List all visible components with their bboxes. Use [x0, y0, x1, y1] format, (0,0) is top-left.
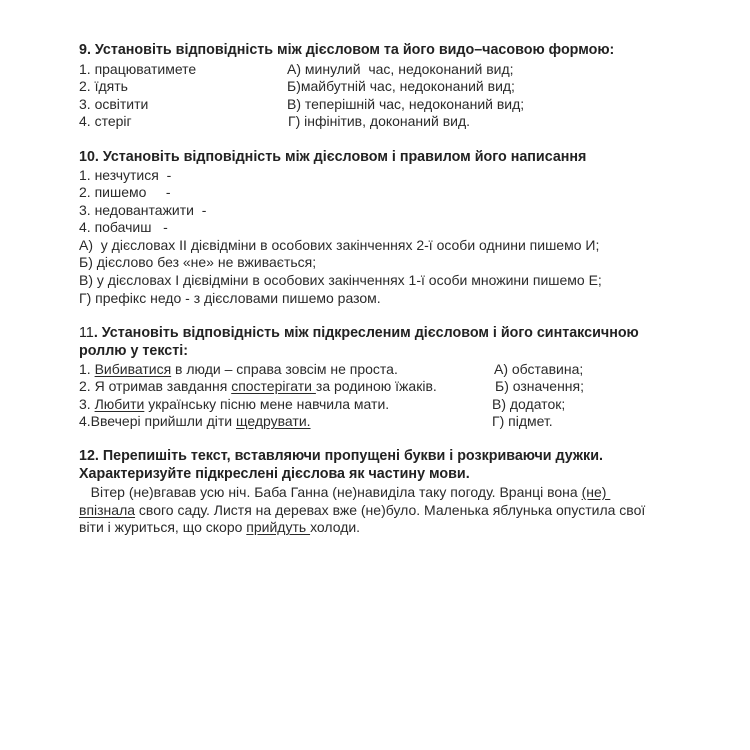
- text: віти і журиться, що скоро: [79, 519, 247, 535]
- q12-text-line: [79, 519, 360, 536]
- q10-title: 10. Установіть відповідність між дієсловом і правилом його написання: [79, 149, 587, 165]
- q9-title: 9. Установіть відповідність між дієсловом та його видо–часовою формою:: [79, 42, 615, 58]
- q10-rule: Г) префікс недо - з дієсловами пишемо разом.: [79, 290, 381, 306]
- q11-item: [79, 413, 311, 430]
- underlined-verb: щедрувати.: [236, 413, 311, 429]
- q11-option: Г) підмет.: [492, 413, 553, 429]
- q11-item: [79, 396, 389, 413]
- q10-item: 3. недовантажити -: [79, 202, 207, 218]
- q11-option: А) обставина;: [494, 361, 584, 377]
- q11-title-text: . Установіть відповідність між підкресленим дієсловом і його синтаксичною: [93, 325, 639, 341]
- text: холоди.: [310, 519, 361, 535]
- q11-option: Б) означення;: [495, 378, 585, 394]
- text: 1.: [79, 361, 95, 377]
- q12-text-line: [79, 484, 610, 501]
- text: Вітер (не)вгавав усю ніч. Баба Ганна (не)навиділа таку погоду. Вранці вона: [79, 484, 582, 500]
- q9-option: А) минулий час, недоконаний вид;: [287, 61, 514, 77]
- text: в люди – справа зовсім не проста.: [171, 361, 398, 377]
- q9-item: 3. освітити: [79, 96, 149, 112]
- q12-title: 12. Перепишіть текст, вставляючи пропущені букви і розкриваючи дужки.: [79, 448, 603, 464]
- q11-title-line2: роллю у тексті:: [79, 343, 188, 359]
- q9-item: 2. їдять: [79, 78, 128, 94]
- text: свого саду. Листя на деревах вже (не)було. Маленька яблунька опустила свої: [135, 502, 646, 518]
- text: 2. Я отримав завдання: [79, 378, 232, 394]
- q10-item: 1. незчутися -: [79, 167, 172, 183]
- underlined-verb: прийдуть: [246, 519, 311, 535]
- q11-option: В) додаток;: [492, 396, 566, 412]
- q9-option: Б)майбутній час, недоконаний вид;: [287, 78, 515, 94]
- underlined-verb: спостерігати: [231, 378, 316, 394]
- underlined-verb: впізнала: [79, 502, 136, 518]
- q10-rule: В) у дієсловах І дієвідміни в особових закінченнях 1-ї особи множини пишемо Е;: [79, 272, 602, 288]
- q11-title: [79, 325, 639, 342]
- q10-item: 2. пишемо -: [79, 184, 171, 200]
- text: за родиною їжаків.: [315, 378, 437, 394]
- underlined-verb: (не): [581, 484, 611, 500]
- q9-option: В) теперішній час, недоконаний вид;: [287, 96, 525, 112]
- q11-number: 11: [79, 325, 94, 341]
- q10-rule: А) у дієсловах ІІ дієвідміни в особових закінченнях 2-ї особи однини пишемо И;: [79, 237, 600, 253]
- underlined-verb: Вибиватися: [94, 361, 172, 377]
- q10-rule: Б) дієслово без «не» не вживається;: [79, 254, 317, 270]
- q9-item: 4. стеріг: [79, 113, 132, 129]
- q9-option: Г) інфінітив, доконаний вид.: [288, 113, 471, 129]
- q12-title-line2: Характеризуйте підкреслені дієслова як частину мови.: [79, 466, 470, 482]
- q12-text-line: [79, 502, 645, 519]
- text: українську пісню мене навчила мати.: [144, 396, 390, 412]
- q11-item: [79, 378, 437, 395]
- q11-item: [79, 361, 398, 378]
- q10-item: 4. побачиш -: [79, 219, 168, 235]
- text: 4.Ввечері прийшли діти: [79, 413, 237, 429]
- q9-item: 1. працюватимете: [79, 61, 197, 77]
- underlined-verb: Любити: [94, 396, 145, 412]
- text: 3.: [79, 396, 95, 412]
